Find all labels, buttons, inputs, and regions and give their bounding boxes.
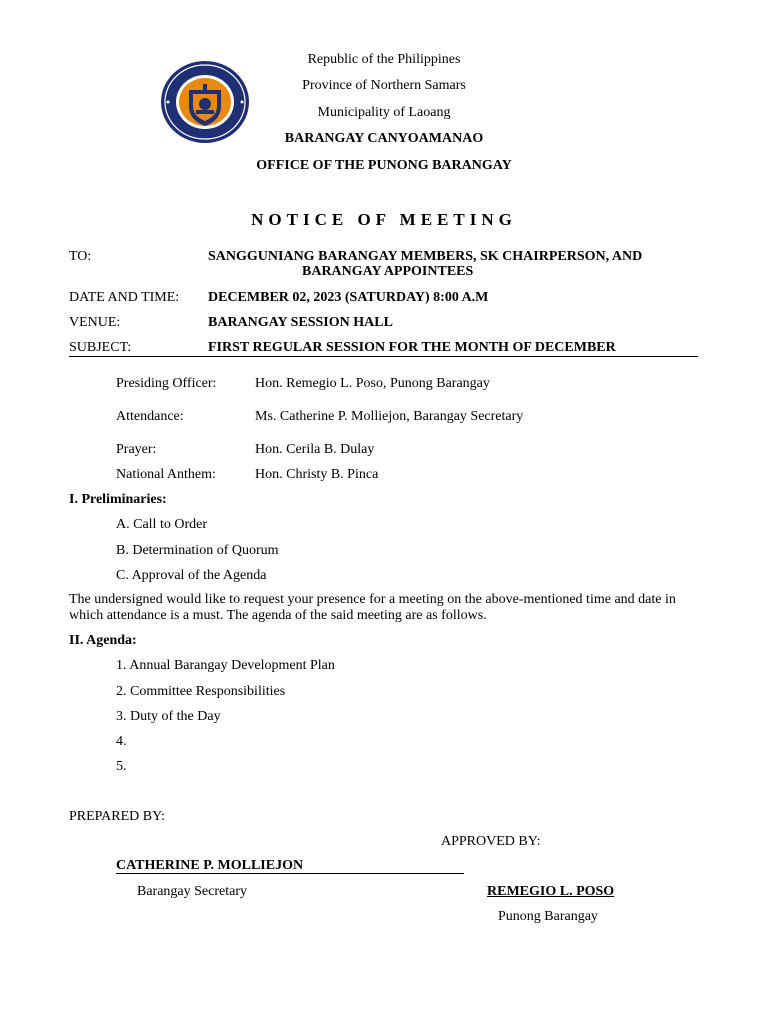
officer-name-prayer: Hon. Cerila B. Dulay	[255, 442, 375, 457]
list-item: 2. Committee Responsibilities	[116, 684, 286, 699]
preliminaries-heading: I. Preliminaries:	[69, 492, 167, 507]
list-item: 5.	[116, 759, 127, 774]
officer-role-prayer: Prayer:	[116, 442, 157, 457]
list-item: C. Approval of the Agenda	[116, 568, 267, 583]
subject-value: FIRST REGULAR SESSION FOR THE MONTH OF DECEMBER	[208, 340, 616, 355]
approved-by-title: Punong Barangay	[498, 909, 598, 924]
officer-name-anthem: Hon. Christy B. Pinca	[255, 467, 379, 482]
list-item: B. Determination of Quorum	[116, 543, 279, 558]
officer-role-attendance: Attendance:	[116, 409, 184, 424]
date-value: DECEMBER 02, 2023 (SATURDAY) 8:00 A.M	[208, 290, 489, 305]
subject-rule	[69, 356, 698, 357]
header-office: OFFICE OF THE PUNONG BARANGAY	[256, 158, 512, 173]
prepared-by-title: Barangay Secretary	[137, 884, 247, 899]
signature-line	[116, 873, 464, 874]
header-province: Province of Northern Samars	[302, 78, 466, 93]
approved-by-name: REMEGIO L. POSO	[487, 884, 615, 899]
header-municipality: Municipality of Laoang	[317, 105, 451, 120]
to-value-line1: SANGGUNIANG BARANGAY MEMBERS, SK CHAIRPERSON, AND	[208, 249, 643, 264]
page-title: NOTICE OF MEETING	[251, 210, 517, 229]
officer-role-presiding: Presiding Officer:	[116, 376, 217, 391]
subject-label: SUBJECT:	[69, 340, 132, 355]
venue-value: BARANGAY SESSION HALL	[208, 315, 393, 330]
officer-role-anthem: National Anthem:	[116, 467, 216, 482]
venue-label: VENUE:	[69, 315, 121, 330]
date-label: DATE AND TIME:	[69, 290, 180, 305]
header-barangay: BARANGAY CANYOAMANAO	[284, 131, 484, 146]
agenda-heading: II. Agenda:	[69, 633, 137, 648]
header-country: Republic of the Philippines	[307, 52, 461, 67]
prepared-by-name: CATHERINE P. MOLLIEJON	[116, 858, 304, 873]
list-item: 3. Duty of the Day	[116, 709, 221, 724]
request-paragraph: The undersigned would like to request your presence for a meeting on the above-mentioned time and date in which attendance is a must. The agenda of the said meeting are as follows.	[69, 592, 676, 623]
list-item: A. Call to Order	[116, 517, 207, 532]
officer-name-attendance: Ms. Catherine P. Molliejon, Barangay Secretary	[255, 409, 524, 424]
list-item: 1. Annual Barangay Development Plan	[116, 658, 335, 673]
prepared-by-label: PREPARED BY:	[69, 809, 165, 824]
approved-by-label: APPROVED BY:	[441, 834, 541, 849]
to-value-line2: BARANGAY APPOINTEES	[302, 264, 474, 279]
list-item: 4.	[116, 734, 127, 749]
officer-name-presiding: Hon. Remegio L. Poso, Punong Barangay	[255, 376, 490, 391]
to-label: TO:	[69, 249, 92, 264]
